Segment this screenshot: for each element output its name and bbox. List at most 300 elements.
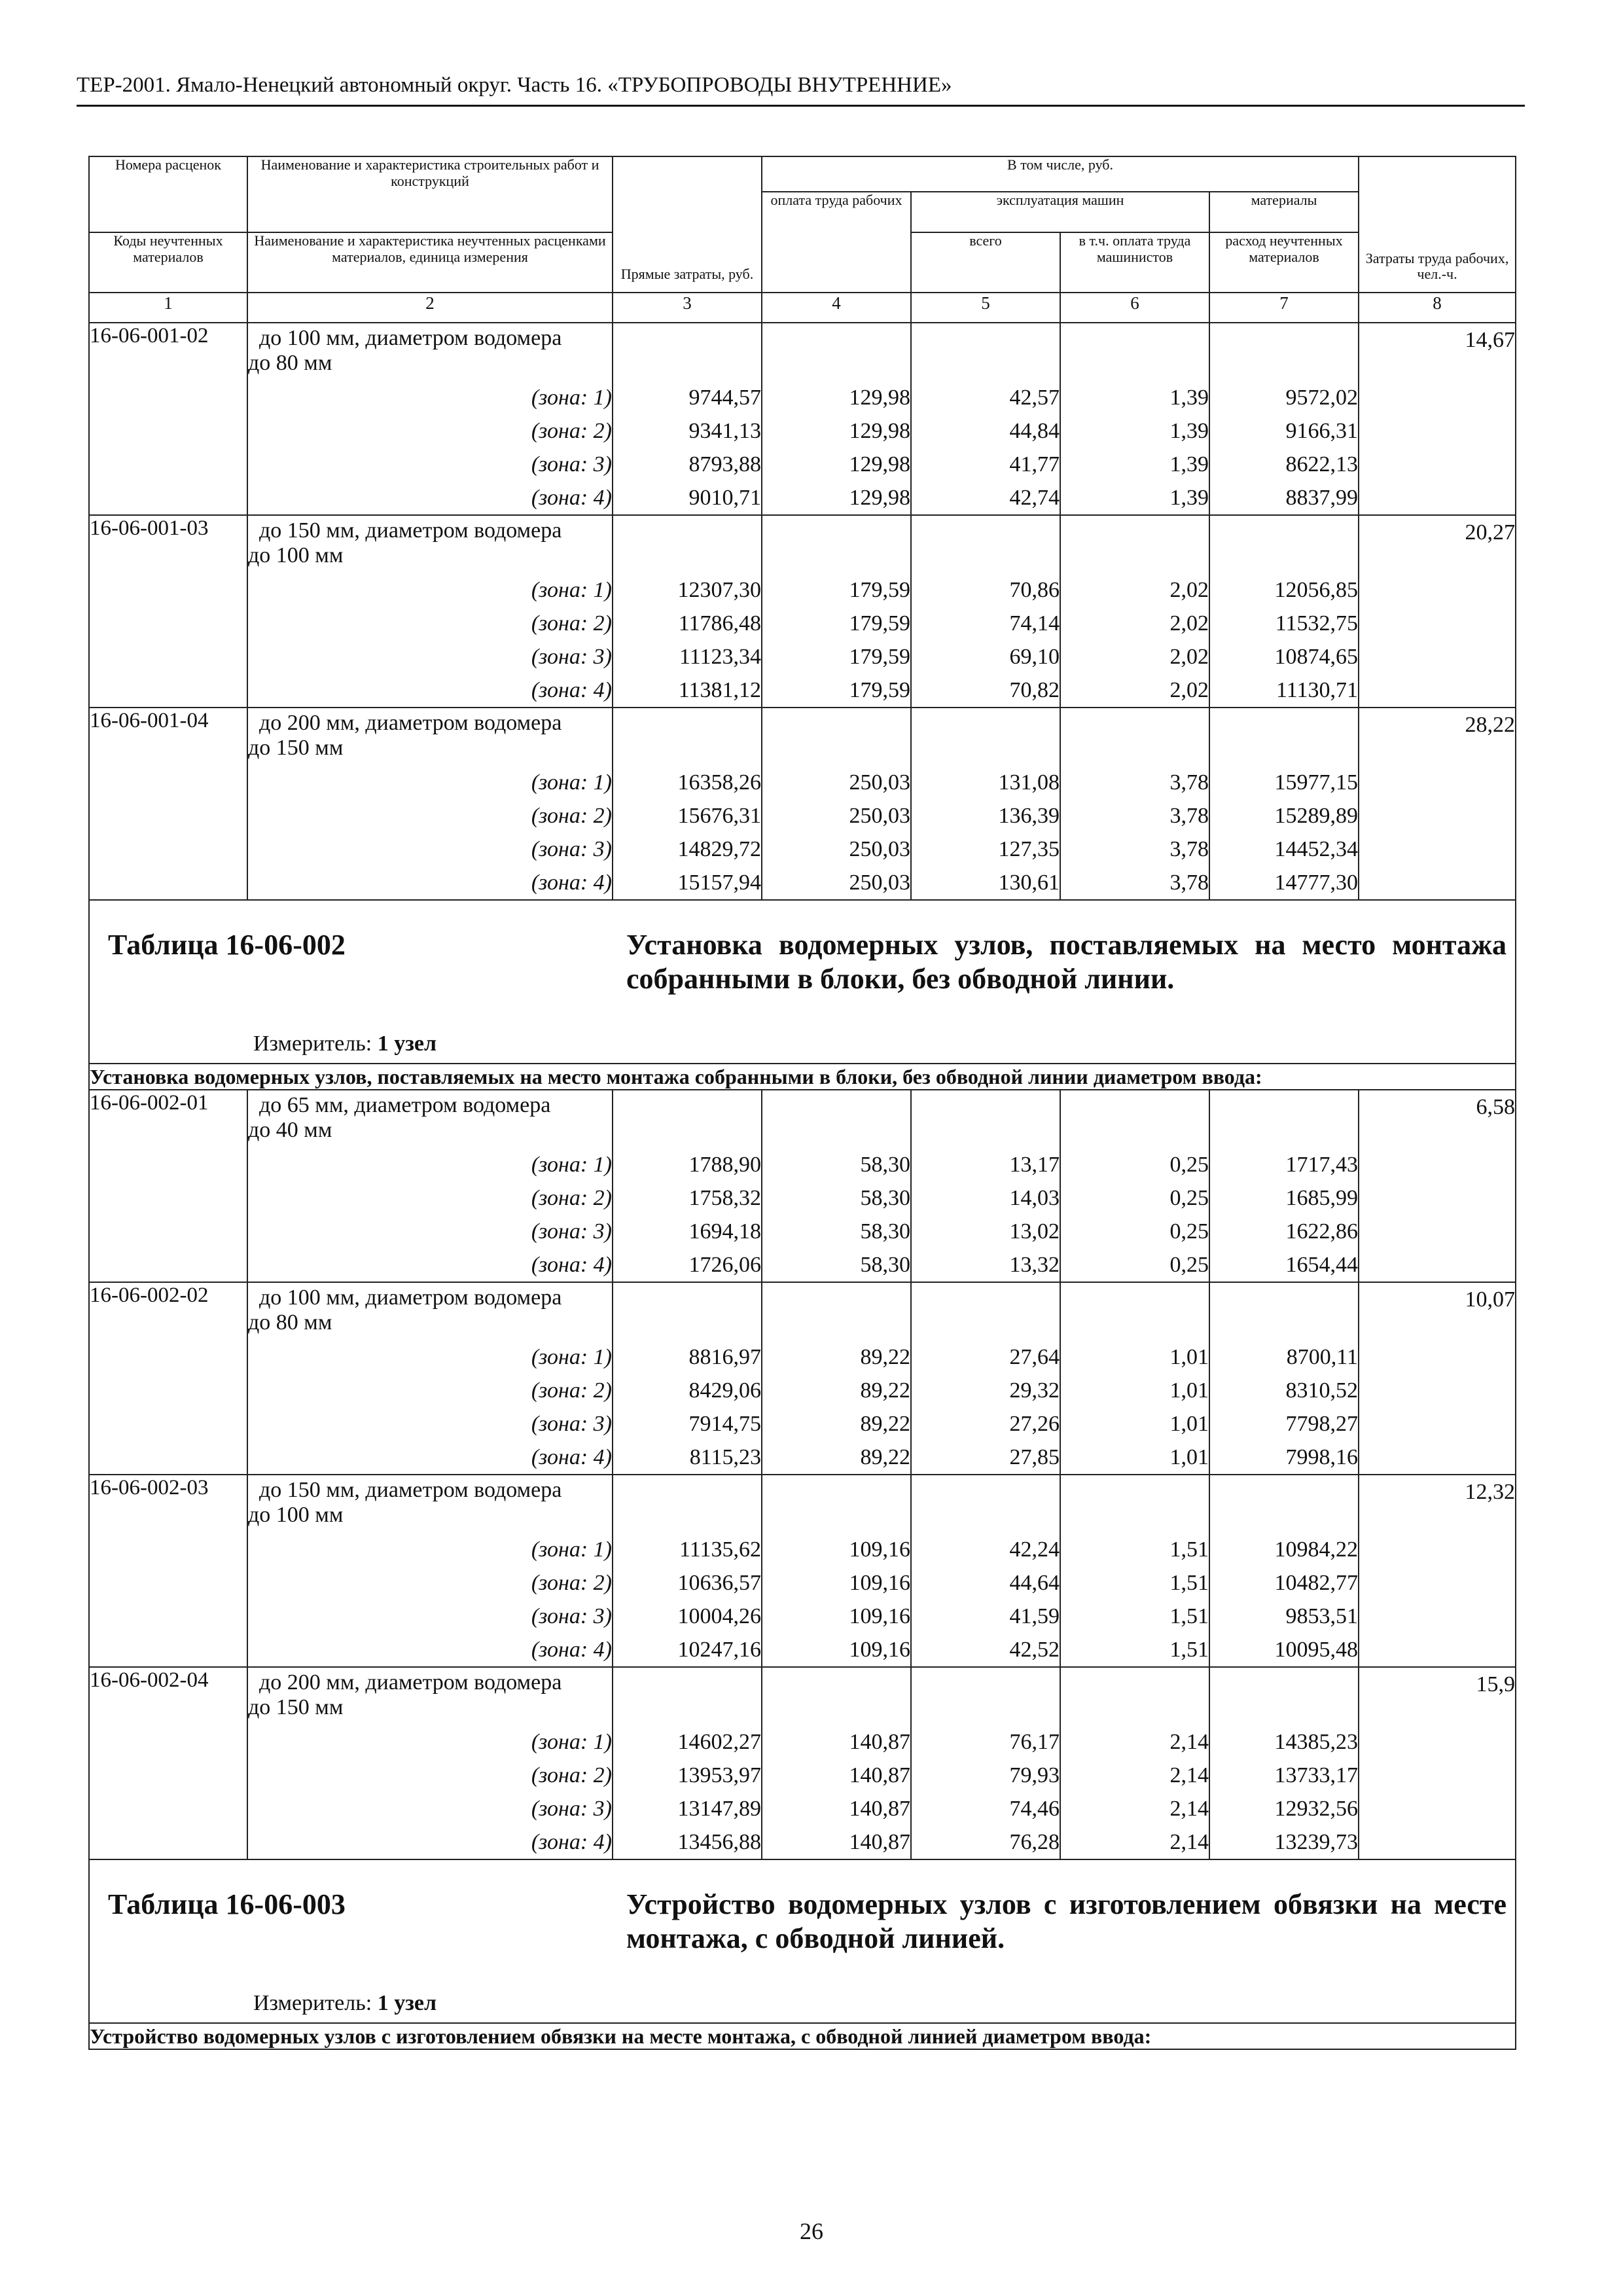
column-number: 1 — [89, 293, 247, 323]
machine-costs: 70,86 — [1009, 578, 1060, 602]
material-costs: 8622,13 — [1285, 452, 1359, 476]
operator-wages: 3,78 — [1169, 804, 1209, 828]
direct-cost-cell — [613, 1090, 762, 1282]
worker-wages: 140,87 — [849, 1830, 910, 1854]
row-spacer — [613, 1090, 761, 1148]
column-number: 8 — [1359, 293, 1516, 323]
table-title: Устройство водомерных узлов с изготовлением обвязки на месте монтажа, с обводной линией. — [626, 1888, 1507, 1954]
material-costs: 10482,77 — [1274, 1571, 1359, 1595]
direct-cost: 12307,30 — [677, 578, 761, 602]
zone-label: (зона: 1) — [531, 1153, 612, 1177]
machine-costs-cell — [911, 708, 1060, 900]
operator-wages: 3,78 — [1169, 837, 1209, 861]
zone-label: (зона: 4) — [531, 1638, 612, 1662]
worker-wages: 179,59 — [849, 611, 910, 636]
worker-wages: 58,30 — [860, 1253, 910, 1277]
operator-wages: 1,39 — [1169, 486, 1209, 510]
machine-costs: 13,02 — [1009, 1219, 1060, 1244]
zone-label: (зона: 4) — [531, 1830, 612, 1854]
header-labor-costs: Затраты труда рабочих, чел.-ч. — [1359, 156, 1516, 293]
operator-wages: 0,25 — [1169, 1186, 1209, 1210]
row-spacer — [912, 1090, 1060, 1148]
work-title: до 200 мм, диаметром водомера до 150 мм — [248, 1670, 562, 1719]
material-costs-cell — [1209, 1667, 1359, 1859]
worker-wages-cell — [762, 1667, 911, 1859]
table-intro: Устройство водомерных узлов с изготовлением обвязки на месте монтажа, с обводной линией диаметром ввода: — [89, 2023, 1516, 2049]
operator-wages-cell — [1060, 1475, 1209, 1667]
operator-wages: 2,02 — [1169, 611, 1209, 636]
labor-costs: 20,27 — [1359, 515, 1516, 708]
row-spacer — [1210, 1668, 1358, 1725]
material-costs: 7998,16 — [1285, 1445, 1359, 1469]
operator-wages-cell — [1060, 323, 1209, 515]
machine-costs-cell — [911, 1667, 1060, 1859]
worker-wages: 129,98 — [849, 486, 910, 510]
table-row — [89, 1090, 1516, 1282]
direct-cost: 9341,13 — [688, 419, 761, 443]
table-title: Установка водомерных узлов, поставляемых на место монтажа собранными в блоки, без обводной линии. — [626, 929, 1507, 995]
zone-label: (зона: 3) — [531, 1797, 612, 1821]
operator-wages: 1,51 — [1169, 1604, 1209, 1628]
row-spacer — [1061, 323, 1209, 381]
direct-cost: 13953,97 — [677, 1763, 761, 1787]
worker-wages-cell — [762, 323, 911, 515]
material-costs: 1622,86 — [1285, 1219, 1359, 1244]
header-direct-costs: Прямые затраты, руб. — [613, 156, 762, 293]
material-costs-cell — [1209, 323, 1359, 515]
zone-label: (зона: 3) — [531, 452, 612, 476]
machine-costs: 44,64 — [1009, 1571, 1060, 1595]
direct-cost: 15157,94 — [677, 870, 761, 895]
material-costs: 10095,48 — [1274, 1638, 1359, 1662]
material-costs-cell — [1209, 708, 1359, 900]
direct-cost: 15676,31 — [677, 804, 761, 828]
worker-wages-cell — [762, 1090, 911, 1282]
row-spacer — [1210, 1283, 1358, 1340]
operator-wages: 1,01 — [1169, 1412, 1209, 1436]
machine-costs: 131,08 — [998, 770, 1060, 795]
column-number: 2 — [247, 293, 613, 323]
zone-label: (зона: 2) — [531, 611, 612, 636]
material-costs: 11532,75 — [1275, 611, 1359, 636]
direct-cost-cell — [613, 1667, 762, 1859]
material-costs: 1717,43 — [1285, 1153, 1359, 1177]
direct-cost: 11786,48 — [678, 611, 761, 636]
row-spacer — [762, 1090, 910, 1148]
material-costs-cell — [1209, 1090, 1359, 1282]
row-spacer — [1210, 1090, 1358, 1148]
operator-wages-cell — [1060, 1667, 1209, 1859]
zone-label: (зона: 4) — [531, 486, 612, 510]
worker-wages: 129,98 — [849, 452, 910, 476]
direct-cost: 13147,89 — [677, 1797, 761, 1821]
worker-wages: 140,87 — [849, 1730, 910, 1754]
operator-wages: 1,39 — [1169, 452, 1209, 476]
row-spacer — [1061, 516, 1209, 573]
row-spacer — [613, 708, 761, 766]
column-number: 4 — [762, 293, 911, 323]
row-spacer — [912, 323, 1060, 381]
operator-wages-cell — [1060, 515, 1209, 708]
machine-costs: 136,39 — [998, 804, 1060, 828]
direct-cost: 8429,06 — [688, 1378, 761, 1403]
direct-cost: 1788,90 — [688, 1153, 761, 1177]
rate-code: 16-06-002-01 — [89, 1090, 247, 1282]
row-spacer — [912, 1283, 1060, 1340]
table-heading-cell — [89, 900, 1516, 1064]
machine-costs: 130,61 — [998, 870, 1060, 895]
machine-costs: 27,26 — [1009, 1412, 1060, 1436]
zone-label: (зона: 4) — [531, 870, 612, 895]
table-row — [89, 323, 1516, 515]
material-costs: 14385,23 — [1274, 1730, 1359, 1754]
table-row — [89, 1282, 1516, 1475]
rate-code: 16-06-001-03 — [89, 515, 247, 708]
row-spacer — [613, 516, 761, 573]
machine-costs: 74,46 — [1009, 1797, 1060, 1821]
zone-label: (зона: 3) — [531, 1219, 612, 1244]
row-spacer — [1210, 516, 1358, 573]
rate-code: 16-06-002-04 — [89, 1667, 247, 1859]
row-spacer — [1061, 1090, 1209, 1148]
operator-wages: 2,14 — [1169, 1730, 1209, 1754]
row-spacer — [912, 516, 1060, 573]
worker-wages: 140,87 — [849, 1763, 910, 1787]
operator-wages: 1,01 — [1169, 1445, 1209, 1469]
machine-costs: 76,17 — [1009, 1730, 1060, 1754]
row-spacer — [1061, 1283, 1209, 1340]
worker-wages: 109,16 — [849, 1537, 910, 1562]
worker-wages-cell — [762, 1475, 911, 1667]
table-intro-row — [89, 2023, 1516, 2049]
measure-label: Измеритель: — [253, 1031, 372, 1056]
material-costs-cell — [1209, 1282, 1359, 1475]
worker-wages: 89,22 — [860, 1412, 910, 1436]
work-description — [247, 1090, 613, 1282]
direct-cost: 11381,12 — [678, 678, 761, 702]
header-materials: материалы — [1209, 192, 1359, 232]
zone-label: (зона: 4) — [531, 1445, 612, 1469]
machine-costs-cell — [911, 1475, 1060, 1667]
row-spacer — [762, 516, 910, 573]
column-number: 5 — [911, 293, 1060, 323]
header-col1-top: Номера расценок — [89, 156, 247, 232]
direct-cost: 14829,72 — [677, 837, 761, 861]
work-title: до 150 мм, диаметром водомера до 100 мм — [248, 518, 562, 567]
zone-label: (зона: 3) — [531, 1604, 612, 1628]
operator-wages: 1,51 — [1169, 1571, 1209, 1595]
worker-wages: 109,16 — [849, 1604, 910, 1628]
labor-costs: 6,58 — [1359, 1090, 1516, 1282]
work-description — [247, 1475, 613, 1667]
material-costs: 15977,15 — [1274, 770, 1359, 795]
operator-wages: 2,14 — [1169, 1797, 1209, 1821]
row-spacer — [762, 1475, 910, 1533]
table-intro: Установка водомерных узлов, поставляемых на место монтажа собранными в блоки, без обводной линии диаметром ввода: — [89, 1064, 1516, 1090]
machine-costs: 14,03 — [1009, 1186, 1060, 1210]
direct-cost-cell — [613, 323, 762, 515]
machine-costs: 13,17 — [1009, 1153, 1060, 1177]
operator-wages: 0,25 — [1169, 1253, 1209, 1277]
labor-costs: 14,67 — [1359, 323, 1516, 515]
direct-cost-cell — [613, 1475, 762, 1667]
row-spacer — [912, 1668, 1060, 1725]
header-machines: эксплуатация машин — [911, 192, 1209, 232]
header-machines-total: всего — [911, 232, 1060, 293]
work-description — [247, 1282, 613, 1475]
material-costs: 1685,99 — [1285, 1186, 1359, 1210]
measure-unit — [253, 1031, 437, 1056]
machine-costs: 42,52 — [1009, 1638, 1060, 1662]
zone-label: (зона: 1) — [531, 578, 612, 602]
operator-wages: 1,01 — [1169, 1345, 1209, 1369]
direct-cost-cell — [613, 708, 762, 900]
column-number: 6 — [1060, 293, 1209, 323]
worker-wages: 179,59 — [849, 645, 910, 669]
table-heading — [90, 1860, 1515, 2022]
row-spacer — [613, 1475, 761, 1533]
measure-value: 1 узел — [377, 1031, 437, 1056]
header-rule — [77, 105, 1525, 107]
worker-wages: 89,22 — [860, 1345, 910, 1369]
work-description — [247, 708, 613, 900]
row-spacer — [613, 323, 761, 381]
worker-wages: 89,22 — [860, 1445, 910, 1469]
zone-label: (зона: 1) — [531, 1730, 612, 1754]
table-heading-row — [89, 900, 1516, 1064]
operator-wages: 0,25 — [1169, 1153, 1209, 1177]
worker-wages: 250,03 — [849, 870, 910, 895]
table-row — [89, 708, 1516, 900]
row-spacer — [762, 1668, 910, 1725]
rate-code: 16-06-002-03 — [89, 1475, 247, 1667]
machine-costs: 41,59 — [1009, 1604, 1060, 1628]
header-col1-bottom: Коды неучтенных материалов — [89, 232, 247, 293]
zone-label: (зона: 1) — [531, 1345, 612, 1369]
work-title: до 100 мм, диаметром водомера до 80 мм — [248, 1285, 562, 1335]
row-spacer — [1061, 708, 1209, 766]
operator-wages-cell — [1060, 1090, 1209, 1282]
table-row — [89, 515, 1516, 708]
direct-cost-cell — [613, 1282, 762, 1475]
direct-cost: 11123,34 — [679, 645, 761, 669]
page-number: 26 — [800, 2218, 823, 2244]
direct-cost: 8816,97 — [688, 1345, 761, 1369]
material-costs: 14777,30 — [1274, 870, 1359, 895]
worker-wages: 58,30 — [860, 1219, 910, 1244]
row-spacer — [1061, 1475, 1209, 1533]
work-title: до 200 мм, диаметром водомера до 150 мм — [248, 711, 562, 760]
direct-cost: 16358,26 — [677, 770, 761, 795]
table-heading-row — [89, 1859, 1516, 2023]
direct-cost: 10636,57 — [677, 1571, 761, 1595]
zone-label: (зона: 1) — [531, 770, 612, 795]
material-costs: 11130,71 — [1276, 678, 1359, 702]
zone-label: (зона: 2) — [531, 1571, 612, 1595]
row-spacer — [613, 1668, 761, 1725]
worker-wages-cell — [762, 1282, 911, 1475]
zone-label: (зона: 3) — [531, 1412, 612, 1436]
material-costs: 15289,89 — [1274, 804, 1359, 828]
rate-code: 16-06-001-02 — [89, 323, 247, 515]
operator-wages: 3,78 — [1169, 870, 1209, 895]
worker-wages: 179,59 — [849, 578, 910, 602]
labor-costs: 15,9 — [1359, 1667, 1516, 1859]
machine-costs: 70,82 — [1009, 678, 1060, 702]
operator-wages: 1,39 — [1169, 419, 1209, 443]
direct-cost: 11135,62 — [679, 1537, 761, 1562]
direct-cost: 8115,23 — [689, 1445, 761, 1469]
machine-costs: 42,74 — [1009, 486, 1060, 510]
worker-wages-cell — [762, 708, 911, 900]
zone-label: (зона: 3) — [531, 645, 612, 669]
zone-label: (зона: 3) — [531, 837, 612, 861]
machine-costs: 127,35 — [998, 837, 1060, 861]
table-row — [89, 1475, 1516, 1667]
row-spacer — [912, 708, 1060, 766]
worker-wages: 140,87 — [849, 1797, 910, 1821]
worker-wages: 89,22 — [860, 1378, 910, 1403]
machine-costs: 76,28 — [1009, 1830, 1060, 1854]
rate-code: 16-06-002-02 — [89, 1282, 247, 1475]
rate-code: 16-06-001-04 — [89, 708, 247, 900]
work-title: до 150 мм, диаметром водомера до 100 мм — [248, 1478, 562, 1527]
material-costs: 8310,52 — [1285, 1378, 1359, 1403]
operator-wages-cell — [1060, 1282, 1209, 1475]
price-table — [88, 156, 1516, 2050]
row-spacer — [1210, 708, 1358, 766]
column-number: 3 — [613, 293, 762, 323]
work-description — [247, 1667, 613, 1859]
machine-costs: 74,14 — [1009, 611, 1060, 636]
column-number: 7 — [1209, 293, 1359, 323]
header-col2-top: Наименование и характеристика строительных работ и конструкций — [247, 156, 613, 232]
material-costs: 8837,99 — [1285, 486, 1359, 510]
machine-costs: 42,24 — [1009, 1537, 1060, 1562]
machine-costs-cell — [911, 1090, 1060, 1282]
direct-cost: 7914,75 — [688, 1412, 761, 1436]
material-costs: 9853,51 — [1285, 1604, 1359, 1628]
zone-label: (зона: 1) — [531, 386, 612, 410]
machine-costs-cell — [911, 1282, 1060, 1475]
material-costs: 9572,02 — [1285, 386, 1359, 410]
worker-wages: 179,59 — [849, 678, 910, 702]
material-costs: 7798,27 — [1285, 1412, 1359, 1436]
material-costs: 12056,85 — [1274, 578, 1359, 602]
zone-label: (зона: 2) — [531, 419, 612, 443]
operator-wages: 2,02 — [1169, 645, 1209, 669]
material-costs: 12932,56 — [1274, 1797, 1359, 1821]
labor-costs: 28,22 — [1359, 708, 1516, 900]
operator-wages: 1,39 — [1169, 386, 1209, 410]
direct-cost-cell — [613, 515, 762, 708]
worker-wages: 129,98 — [849, 419, 910, 443]
machine-costs: 27,85 — [1009, 1445, 1060, 1469]
worker-wages: 109,16 — [849, 1571, 910, 1595]
direct-cost: 1758,32 — [688, 1186, 761, 1210]
labor-costs: 12,32 — [1359, 1475, 1516, 1667]
operator-wages: 2,02 — [1169, 678, 1209, 702]
header-unaccounted-materials: расход неучтенных материалов — [1209, 232, 1359, 293]
zone-label: (зона: 2) — [531, 1186, 612, 1210]
labor-costs: 10,07 — [1359, 1282, 1516, 1475]
direct-cost: 13456,88 — [677, 1830, 761, 1854]
worker-wages: 250,03 — [849, 770, 910, 795]
worker-wages-cell — [762, 515, 911, 708]
machine-costs: 29,32 — [1009, 1378, 1060, 1403]
machine-costs: 44,84 — [1009, 419, 1060, 443]
material-costs: 13239,73 — [1274, 1830, 1359, 1854]
machine-costs: 69,10 — [1009, 645, 1060, 669]
zone-label: (зона: 4) — [531, 678, 612, 702]
material-costs-cell — [1209, 515, 1359, 708]
row-spacer — [762, 1283, 910, 1340]
zone-label: (зона: 4) — [531, 1253, 612, 1277]
table-heading-cell — [89, 1859, 1516, 2023]
work-description — [247, 323, 613, 515]
direct-cost: 1726,06 — [688, 1253, 761, 1277]
material-costs: 14452,34 — [1274, 837, 1359, 861]
header-col2-bottom: Наименование и характеристика неучтенных расценками материалов, единица измерения — [247, 232, 613, 293]
machine-costs: 79,93 — [1009, 1763, 1060, 1787]
header-machine-operators: в т.ч. оплата труда машинистов — [1060, 232, 1209, 293]
operator-wages: 2,14 — [1169, 1763, 1209, 1787]
machine-costs: 13,32 — [1009, 1253, 1060, 1277]
row-spacer — [1210, 1475, 1358, 1533]
material-costs: 9166,31 — [1285, 419, 1359, 443]
row-spacer — [762, 708, 910, 766]
row-spacer — [613, 1283, 761, 1340]
machine-costs-cell — [911, 323, 1060, 515]
zone-label: (зона: 2) — [531, 1763, 612, 1787]
operator-wages: 2,14 — [1169, 1830, 1209, 1854]
direct-cost: 8793,88 — [688, 452, 761, 476]
table-intro-row — [89, 1064, 1516, 1090]
work-description — [247, 515, 613, 708]
header-including: В том числе, руб. — [762, 156, 1359, 192]
material-costs: 10874,65 — [1274, 645, 1359, 669]
worker-wages: 250,03 — [849, 804, 910, 828]
machine-costs: 42,57 — [1009, 386, 1060, 410]
operator-wages: 3,78 — [1169, 770, 1209, 795]
zone-label: (зона: 1) — [531, 1537, 612, 1562]
document-header: ТЕР-2001. Ямало-Ненецкий автономный округ. Часть 16. «ТРУБОПРОВОДЫ ВНУТРЕННИЕ» — [77, 73, 952, 97]
machine-costs-cell — [911, 515, 1060, 708]
material-costs: 8700,11 — [1286, 1345, 1359, 1369]
operator-wages: 2,02 — [1169, 578, 1209, 602]
direct-cost: 14602,27 — [677, 1730, 761, 1754]
measure-value: 1 узел — [377, 1991, 437, 2015]
row-spacer — [912, 1475, 1060, 1533]
machine-costs: 41,77 — [1009, 452, 1060, 476]
worker-wages: 109,16 — [849, 1638, 910, 1662]
work-title: до 65 мм, диаметром водомера до 40 мм — [248, 1093, 551, 1142]
worker-wages: 129,98 — [849, 386, 910, 410]
table-number: Таблица 16-06-003 — [108, 1888, 346, 1920]
measure-unit — [253, 1991, 437, 2016]
machine-costs: 27,64 — [1009, 1345, 1060, 1369]
measure-label: Измеритель: — [253, 1991, 372, 2015]
worker-wages: 58,30 — [860, 1153, 910, 1177]
operator-wages: 1,51 — [1169, 1537, 1209, 1562]
table-number: Таблица 16-06-002 — [108, 929, 346, 961]
direct-cost: 1694,18 — [688, 1219, 761, 1244]
worker-wages: 58,30 — [860, 1186, 910, 1210]
operator-wages-cell — [1060, 708, 1209, 900]
operator-wages: 1,51 — [1169, 1638, 1209, 1662]
operator-wages: 0,25 — [1169, 1219, 1209, 1244]
worker-wages: 250,03 — [849, 837, 910, 861]
